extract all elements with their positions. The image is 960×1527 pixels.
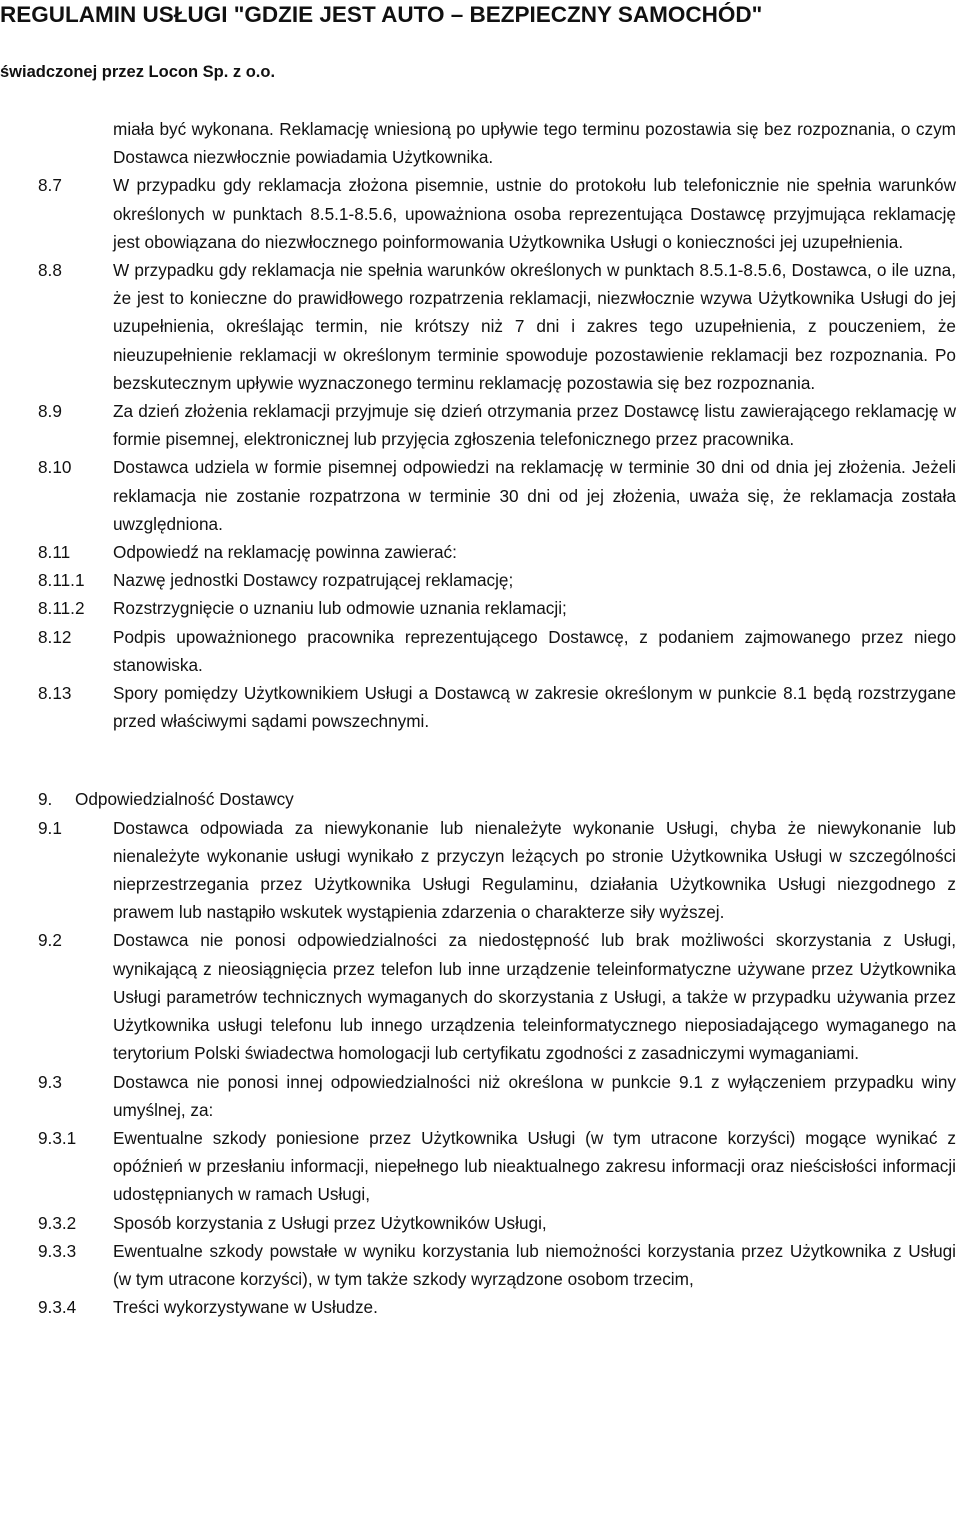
clause-text: Ewentualne szkody powstałe w wyniku korzystania lub niemożności korzystania przez Użytkownika z Usługi (w tym utracone korzyści), w tym także szkody wyrządzone osobom trzecim, <box>113 1240 956 1289</box>
clause-number: 9.3 <box>38 1071 62 1092</box>
clause-number: 8.7 <box>38 175 62 196</box>
clause-number: 8.10 <box>38 457 72 478</box>
section-title: Odpowiedzialność Dostawcy <box>75 789 294 810</box>
continuation-text: miała być wykonana. Reklamację wniesioną po upływie tego terminu pozostawia się bez rozpoznania, o czym Dostawca niezwłocznie powiadamia Użytkownika. <box>113 119 956 168</box>
clause-8-12 <box>38 623 956 679</box>
clause-text: Dostawca udziela w formie pisemnej odpowiedzi na reklamację w terminie 30 dni od dnia jej złożenia. Jeżeli reklamacja nie zostanie rozpatrzona w terminie 30 dni od jej złożenia, uważa się, że reklamacja została uwzględniona. <box>113 457 956 534</box>
clause-8-7 <box>38 171 956 256</box>
clause-number: 8.11.2 <box>38 598 85 619</box>
continuation-paragraph <box>38 115 956 171</box>
clause-8-8 <box>38 256 956 397</box>
section-gap <box>38 735 956 785</box>
clause-number: 9.3.2 <box>38 1212 77 1233</box>
clause-9-3-4 <box>38 1293 956 1321</box>
clause-8-11 <box>38 538 956 566</box>
clause-number: 9.1 <box>38 817 62 838</box>
clause-number: 9.3.4 <box>38 1297 77 1318</box>
clause-text: Rozstrzygnięcie o uznaniu lub odmowie uznania reklamacji; <box>113 598 567 619</box>
clause-number: 8.12 <box>38 626 72 647</box>
clause-number: 8.13 <box>38 683 72 704</box>
clause-text: Podpis upoważnionego pracownika reprezentującego Dostawcę, z podaniem zajmowanego przez niego stanowiska. <box>113 626 956 675</box>
section-number: 9. <box>38 789 53 810</box>
clause-number: 9.3.1 <box>38 1127 77 1148</box>
clause-text: W przypadku gdy reklamacja nie spełnia warunków określonych w punktach 8.5.1-8.5.6, Dostawca, o ile uzna, że jest to konieczne do prawidłowego rozpatrzenia reklamacji, niezwłocznie wzywa Użytkownika Usługi do jej uzupełnienia, określając termin, nie krótszy niż 7 dni i zakres tego uzupełnienia, z pouczeniem, że nieuzupełnienie reklamacji w określonym terminie spowoduje pozostawienie reklamacji bez rozpoznania. Po bezskutecznym upływie wyznaczonego terminu reklamację pozostawia się bez rozpoznania. <box>113 260 956 393</box>
clause-text: Ewentualne szkody poniesione przez Użytkownika Usługi (w tym utracone korzyści) mogące wynikać z opóźnień w przesłaniu informacji, niepełnego lub nieaktualnego zakresu informacji oraz nieścisłości informacji udostępnianych w ramach Usługi, <box>113 1127 956 1205</box>
clause-text: W przypadku gdy reklamacja złożona pisemnie, ustnie do protokołu lub telefonicznie nie spełnia warunków określonych w punktach 8.5.1-8.5.6, upoważniona osoba reprezentująca Dostawcę przyjmująca reklamację jest obowiązana do niezwłocznego poinformowania Użytkownika Usługi o konieczności jej uzupełnienia. <box>113 175 956 252</box>
document-title: REGULAMIN USŁUGI "GDZIE JEST AUTO – BEZPIECZNY SAMOCHÓD" <box>0 2 763 27</box>
clause-9-3 <box>38 1068 956 1124</box>
clause-text: Za dzień złożenia reklamacji przyjmuje się dzień otrzymania przez Dostawcę listu zawierającego reklamację w formie pisemnej, elektronicznej lub przyjęcia zgłoszenia telefonicznego przez pracownika. <box>113 401 956 450</box>
clause-number: 8.9 <box>38 401 62 422</box>
clause-text: Sposób korzystania z Usługi przez Użytkowników Usługi, <box>113 1212 547 1233</box>
clause-9-2 <box>38 926 956 1067</box>
clause-number: 8.11.1 <box>38 570 85 591</box>
clause-text: Dostawca nie ponosi innej odpowiedzialności niż określona w punkcie 9.1 z wyłączeniem przypadku winy umyślnej, za: <box>113 1071 956 1120</box>
clause-8-11-1 <box>38 566 956 594</box>
clause-number: 8.11 <box>38 542 71 563</box>
clause-text: Nazwę jednostki Dostawcy rozpatrującej reklamację; <box>113 570 514 591</box>
clause-text: Odpowiedź na reklamację powinna zawierać: <box>113 542 457 563</box>
clause-text: Dostawca odpowiada za niewykonanie lub nienależyte wykonanie Usługi, chyba że niewykonanie lub nienależyte wykonanie usługi wynikało z przyczyn leżących po stronie Użytkownika Usługi w szczególności nieprzestrzegania przez Użytkownika Usługi Regulaminu, działania Użytkownika Usługi niezgodnego z prawem lub nastąpiło wskutek wystąpienia zdarzenia o charakterze siły wyższej. <box>113 817 956 923</box>
clause-text: Dostawca nie ponosi odpowiedzialności za niedostępność lub brak możliwości skorzystania z Usługi, wynikającą z nieosiągnięcia przez telefon lub inne urządzenie teleinformatyczne używane przez Użytkownika Usługi parametrów technicznych wymaganych do skorzystania z Usługi, a także w przypadku używania przez Użytkownika usługi telefonu lub innego urządzenia teleinformatycznego nieposiadającego wymaganego na terytorium Polski świadectwa homologacji lub certyfikatu zgodności z zasadniczymi wymaganiami. <box>113 930 956 1064</box>
clause-text: Spory pomiędzy Użytkownikiem Usługi a Dostawcą w zakresie określonym w punkcie 8.1 będą rozstrzygane przed właściwymi sądami powszechnymi. <box>113 683 956 732</box>
clause-number: 9.2 <box>38 930 62 951</box>
document-body <box>38 115 956 1321</box>
clause-text: Treści wykorzystywane w Usłudze. <box>113 1297 378 1318</box>
section-9-heading <box>38 785 956 813</box>
clause-number: 9.3.3 <box>38 1240 77 1261</box>
clause-9-3-2 <box>38 1209 956 1237</box>
clause-9-3-1 <box>38 1124 956 1209</box>
clause-9-1 <box>38 814 956 927</box>
clause-8-10 <box>38 453 956 538</box>
clause-8-11-2 <box>38 594 956 622</box>
clause-8-13 <box>38 679 956 735</box>
clause-8-9 <box>38 397 956 453</box>
document-subtitle: świadczonej przez Locon Sp. z o.o. <box>0 63 276 81</box>
clause-number: 8.8 <box>38 260 62 281</box>
clause-9-3-3 <box>38 1237 956 1293</box>
